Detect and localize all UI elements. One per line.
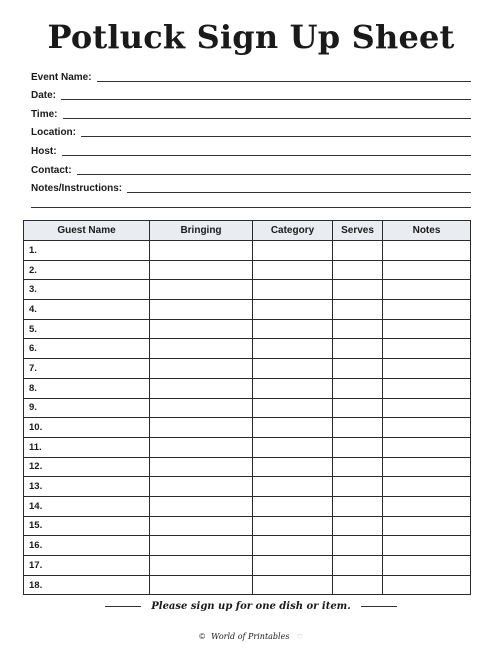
serves-cell[interactable] [333, 319, 383, 339]
category-cell[interactable] [253, 536, 333, 556]
guest-name-cell[interactable]: 5. [24, 319, 150, 339]
table-row [24, 437, 471, 457]
serves-cell[interactable] [333, 300, 383, 320]
serves-cell[interactable] [333, 457, 383, 477]
column-header-category: Category [253, 221, 333, 241]
bringing-cell[interactable] [150, 536, 253, 556]
footer-note [0, 601, 502, 612]
table-row [24, 398, 471, 418]
serves-cell[interactable] [333, 418, 383, 438]
guest-name-cell[interactable]: 18. [24, 575, 150, 595]
notes-cell[interactable] [383, 241, 471, 261]
signup-table [23, 220, 471, 595]
field-contact [31, 159, 471, 178]
notes-extra-line[interactable] [31, 207, 471, 208]
table-row [24, 496, 471, 516]
bringing-cell[interactable] [150, 457, 253, 477]
table-row [24, 319, 471, 339]
category-cell[interactable] [253, 516, 333, 536]
bringing-cell[interactable] [150, 398, 253, 418]
guest-name-cell[interactable]: 13. [24, 477, 150, 497]
notes-cell[interactable] [383, 477, 471, 497]
serves-cell[interactable] [333, 496, 383, 516]
table-row [24, 516, 471, 536]
category-cell[interactable] [253, 280, 333, 300]
guest-name-cell[interactable]: 17. [24, 556, 150, 576]
divider [105, 606, 141, 607]
field-label: Event Name: [31, 71, 92, 83]
field-label: Contact: [31, 164, 72, 176]
table-row [24, 418, 471, 438]
category-cell[interactable] [253, 457, 333, 477]
contact-field[interactable] [77, 173, 471, 175]
field-event-name [31, 66, 471, 85]
category-cell[interactable] [253, 575, 333, 595]
table-row [24, 241, 471, 261]
category-cell[interactable] [253, 496, 333, 516]
guest-name-cell[interactable]: 2. [24, 260, 150, 280]
field-time [31, 103, 471, 122]
category-cell[interactable] [253, 398, 333, 418]
bringing-cell[interactable] [150, 477, 253, 497]
guest-name-cell[interactable]: 9. [24, 398, 150, 418]
bringing-cell[interactable] [150, 575, 253, 595]
table-row [24, 575, 471, 595]
table-header-row [24, 221, 471, 241]
bringing-cell[interactable] [150, 241, 253, 261]
guest-name-cell[interactable]: 8. [24, 378, 150, 398]
serves-cell[interactable] [333, 241, 383, 261]
guest-name-cell[interactable]: 12. [24, 457, 150, 477]
copyright-symbol: © [199, 632, 206, 641]
column-header-guest-name: Guest Name [24, 221, 150, 241]
table-row [24, 339, 471, 359]
divider [361, 606, 397, 607]
category-cell[interactable] [253, 556, 333, 576]
field-label: Notes/Instructions: [31, 183, 123, 195]
bringing-cell[interactable] [150, 339, 253, 359]
footer-note-text: Please sign up for one dish or item. [151, 601, 351, 612]
table-row [24, 280, 471, 300]
page-title: Potluck Sign Up Sheet [47, 18, 455, 56]
table-row [24, 556, 471, 576]
bringing-cell[interactable] [150, 556, 253, 576]
notes-cell[interactable] [383, 418, 471, 438]
guest-name-cell[interactable]: 6. [24, 339, 150, 359]
serves-cell[interactable] [333, 437, 383, 457]
notes-cell[interactable] [383, 339, 471, 359]
guest-name-cell[interactable]: 15. [24, 516, 150, 536]
notes-cell[interactable] [383, 359, 471, 379]
notes-cell[interactable] [383, 437, 471, 457]
table-row [24, 378, 471, 398]
category-cell[interactable] [253, 378, 333, 398]
serves-cell[interactable] [333, 477, 383, 497]
serves-cell[interactable] [333, 260, 383, 280]
guest-name-cell[interactable]: 16. [24, 536, 150, 556]
table-row [24, 536, 471, 556]
guest-name-cell[interactable]: 14. [24, 496, 150, 516]
notes-cell[interactable] [383, 457, 471, 477]
bringing-cell[interactable] [150, 260, 253, 280]
category-cell[interactable] [253, 477, 333, 497]
brand-footer [0, 632, 502, 641]
serves-cell[interactable] [333, 516, 383, 536]
notes-cell[interactable] [383, 496, 471, 516]
notes-cell[interactable] [383, 516, 471, 536]
brand-logo: World of Printables [211, 632, 290, 641]
field-label: Date: [31, 90, 57, 102]
notes-cell[interactable] [383, 280, 471, 300]
guest-name-cell[interactable]: 11. [24, 437, 150, 457]
serves-cell[interactable] [333, 378, 383, 398]
field-notes [31, 178, 471, 197]
category-cell[interactable] [253, 241, 333, 261]
column-header-serves: Serves [333, 221, 383, 241]
notes-cell[interactable] [383, 300, 471, 320]
guest-name-cell[interactable]: 4. [24, 300, 150, 320]
date-field[interactable] [61, 98, 471, 100]
notes-cell[interactable] [383, 536, 471, 556]
category-cell[interactable] [253, 339, 333, 359]
category-cell[interactable] [253, 418, 333, 438]
serves-cell[interactable] [333, 359, 383, 379]
guest-name-cell[interactable]: 1. [24, 241, 150, 261]
serves-cell[interactable] [333, 398, 383, 418]
category-cell[interactable] [253, 437, 333, 457]
field-date [31, 85, 471, 104]
bringing-cell[interactable] [150, 300, 253, 320]
serves-cell[interactable] [333, 536, 383, 556]
host-field[interactable] [62, 154, 471, 156]
table-row [24, 300, 471, 320]
table-row [24, 477, 471, 497]
event-name-field[interactable] [97, 80, 471, 82]
table-row [24, 457, 471, 477]
notes-cell[interactable] [383, 260, 471, 280]
table-body [24, 241, 471, 595]
field-label: Location: [31, 127, 76, 139]
notes-cell[interactable] [383, 575, 471, 595]
category-cell[interactable] [253, 359, 333, 379]
bringing-cell[interactable] [150, 418, 253, 438]
notes-instructions-field[interactable] [127, 191, 471, 193]
bringing-cell[interactable] [150, 319, 253, 339]
category-cell[interactable] [253, 319, 333, 339]
guest-name-cell[interactable]: 10. [24, 418, 150, 438]
bringing-cell[interactable] [150, 280, 253, 300]
serves-cell[interactable] [333, 556, 383, 576]
serves-cell[interactable] [333, 575, 383, 595]
bringing-cell[interactable] [150, 496, 253, 516]
notes-cell[interactable] [383, 378, 471, 398]
heart-icon: ♡ [296, 633, 303, 641]
notes-cell[interactable] [383, 398, 471, 418]
field-label: Time: [31, 108, 58, 120]
serves-cell[interactable] [333, 339, 383, 359]
category-cell[interactable] [253, 260, 333, 280]
bringing-cell[interactable] [150, 516, 253, 536]
notes-cell[interactable] [383, 319, 471, 339]
column-header-notes: Notes [383, 221, 471, 241]
bringing-cell[interactable] [150, 359, 253, 379]
guest-name-cell[interactable]: 7. [24, 359, 150, 379]
bringing-cell[interactable] [150, 378, 253, 398]
field-location [31, 122, 471, 141]
event-details [31, 66, 471, 196]
field-label: Host: [31, 145, 57, 157]
table-row [24, 260, 471, 280]
category-cell[interactable] [253, 300, 333, 320]
notes-cell[interactable] [383, 556, 471, 576]
bringing-cell[interactable] [150, 437, 253, 457]
location-field[interactable] [81, 135, 471, 137]
time-field[interactable] [63, 117, 472, 119]
field-host [31, 140, 471, 159]
table-row [24, 359, 471, 379]
serves-cell[interactable] [333, 280, 383, 300]
column-header-bringing: Bringing [150, 221, 253, 241]
guest-name-cell[interactable]: 3. [24, 280, 150, 300]
